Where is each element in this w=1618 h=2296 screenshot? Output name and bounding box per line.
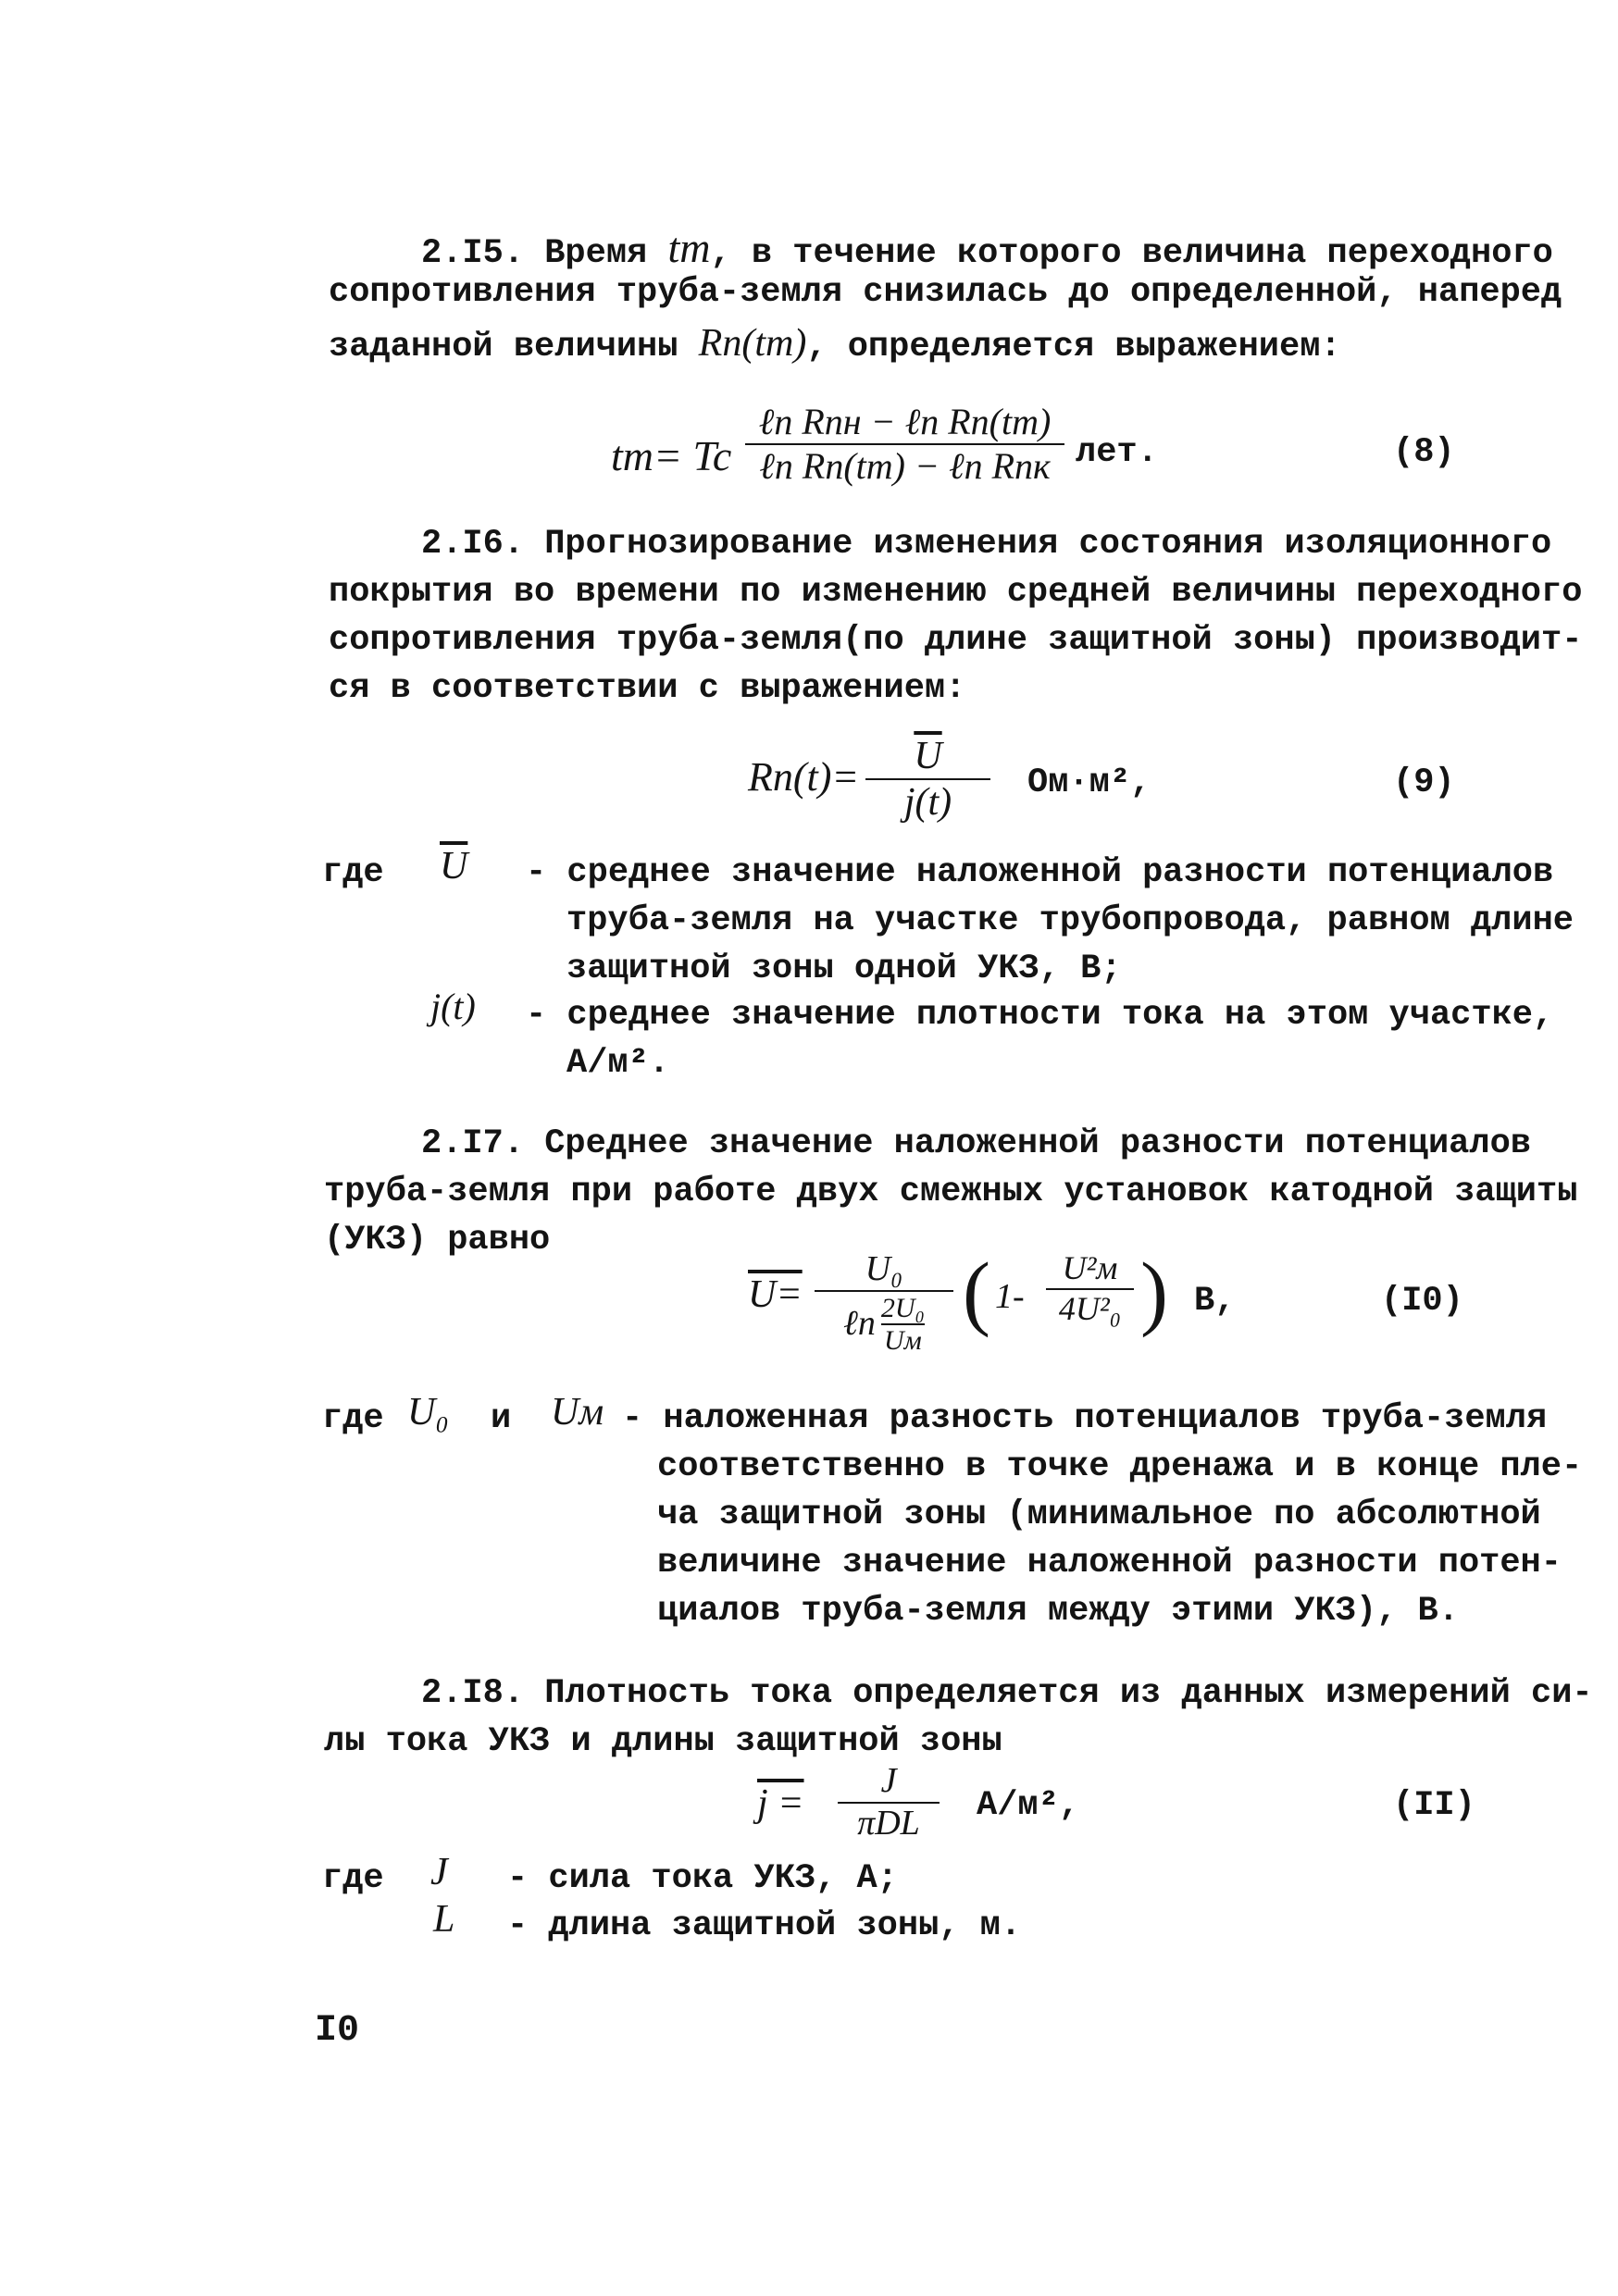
- page-number: I0: [315, 2010, 360, 2052]
- eq9-lhs: Rп(t)=: [748, 754, 860, 800]
- para-2-16-line-3: сопротивления труба-земля(по длине защитной зоны) производит-: [329, 621, 1583, 660]
- where-label: где: [322, 853, 384, 892]
- where9-def1-line-3: защитной зоны одной УКЗ, В;: [566, 949, 1122, 988]
- ln-symbol: ℓn: [843, 1304, 876, 1344]
- para-2-17-line-1: 2.I7. Среднее значение наложенной разности потенциалов: [421, 1124, 1531, 1163]
- para-2-16-line-4: ся в соответствии с выражением:: [329, 669, 966, 708]
- eq10-lhs: [748, 1275, 803, 1314]
- eq9-unit: Ом·м²,: [1027, 763, 1151, 802]
- eq9-number: (9): [1393, 763, 1455, 802]
- u-bar-symbol: $\overline{U}$: [440, 845, 468, 887]
- eq8-numerator: ℓn Rпн − ℓn Rп(tm): [758, 401, 1052, 442]
- right-paren: ): [1140, 1247, 1168, 1338]
- tm-symbol: tm: [667, 224, 711, 271]
- eq10-inner-den-fraction: [881, 1294, 925, 1356]
- para-2-16-line-1: 2.I6. Прогнозирование изменения состояния изоляционного: [421, 525, 1552, 564]
- fraction-bar: [865, 778, 990, 780]
- where-label: где: [322, 1859, 384, 1898]
- para-2-15-line-3: [329, 324, 1341, 365]
- inner-numerator: U²м: [1062, 1249, 1118, 1286]
- inner-numerator: 2U₀: [880, 1292, 925, 1323]
- eq10-inner-fraction: [1046, 1251, 1134, 1327]
- um-symbol: Uм: [551, 1391, 604, 1433]
- para-2-16-line-2: покрытия во времени по изменению средней величины переходного: [329, 573, 1583, 612]
- eq11-numerator: J: [880, 1761, 897, 1800]
- eq10-denominator: [843, 1294, 925, 1356]
- where9-def1-line-1: - среднее значение наложенной разности потенциалов: [526, 853, 1554, 892]
- inner-denominator: 4U²₀: [1058, 1289, 1122, 1327]
- para-2-17-line-2: труба-земля при работе двух смежных установок катодной защиты: [324, 1173, 1578, 1211]
- fraction-bar: [815, 1290, 953, 1292]
- eq10-main-fraction: [815, 1251, 953, 1356]
- and-word: и: [491, 1399, 512, 1438]
- para-2-15-line-2: сопротивления труба-земля снизилась до определенной, наперед: [329, 273, 1562, 312]
- where9-def2-line-1: - среднее значение плотности тока на этом участке,: [526, 996, 1554, 1035]
- eq11-number: (II): [1393, 1786, 1475, 1825]
- eq8-fraction: [745, 403, 1064, 486]
- para-2-18-line-2: лы тока УКЗ и длины защитной зоны: [324, 1722, 1002, 1761]
- eq10-number: (I0): [1381, 1282, 1463, 1321]
- where-label: где: [322, 1399, 384, 1438]
- length-symbol: L: [433, 1898, 455, 1941]
- text: , определяется выражением:: [806, 328, 1341, 366]
- text: 2.I5. Время: [421, 234, 668, 273]
- u-bar: U=: [748, 1273, 803, 1316]
- eq11-denominator: πDL: [857, 1803, 920, 1843]
- eq8-denominator: ℓn Rп(tm) − ℓn Rпк: [759, 445, 1051, 487]
- text: заданной величины: [329, 328, 699, 366]
- para-2-17-line-3: (УКЗ) равно: [324, 1221, 551, 1260]
- where10-line-5: циалов труба-земля между этими УКЗ), В.: [657, 1592, 1459, 1631]
- eq9-denominator: j(t): [903, 781, 952, 825]
- where11-def-1: - сила тока УКЗ, А;: [507, 1859, 898, 1898]
- rn-tm-symbol: Rn(tm): [698, 322, 807, 365]
- where10-line-2: соответственно в точке дренажа и в конце пле-: [657, 1447, 1583, 1486]
- left-paren: (: [963, 1247, 990, 1338]
- current-symbol: J: [430, 1851, 448, 1893]
- eq10-one-minus: 1-: [995, 1277, 1025, 1316]
- where10-line-3: ча защитной зоны (минимальное по абсолютной: [657, 1496, 1541, 1534]
- eq11-lhs: [757, 1784, 804, 1823]
- eq9-numerator: $\overline{U}$: [914, 735, 942, 777]
- eq9-fraction: [865, 736, 990, 823]
- para-2-18-line-1: 2.I8. Плотность тока определяется из данных измерений си-: [421, 1674, 1593, 1713]
- where9-def1-line-2: труба-земля на участке трубопровода, равном длине: [566, 901, 1574, 940]
- para-2-15-line-1: [421, 224, 1553, 273]
- eq8-unit: лет.: [1076, 433, 1158, 472]
- eq10-unit: В,: [1194, 1282, 1236, 1321]
- u0-symbol: U₀: [407, 1391, 449, 1433]
- j-bar: j =: [757, 1782, 804, 1825]
- eq10-numerator: U₀: [865, 1249, 903, 1288]
- eq8-lhs: tm= Tc: [611, 432, 732, 479]
- where9-def2-line-2: А/м².: [566, 1044, 670, 1083]
- where11-def-2: - длина защитной зоны, м.: [507, 1906, 1022, 1945]
- inner-denominator: Uм: [884, 1325, 922, 1357]
- where10-line-4: величине значение наложенной разности потен-: [657, 1544, 1562, 1582]
- eq8-number: (8): [1393, 433, 1455, 472]
- where10-line-1: - наложенная разность потенциалов труба-земля: [622, 1399, 1548, 1438]
- eq11-unit: А/м²,: [977, 1786, 1080, 1825]
- j-bar-t-symbol: j(t): [430, 986, 476, 1027]
- text: , в течение которого величина переходного: [710, 234, 1553, 273]
- eq11-fraction: [838, 1763, 940, 1843]
